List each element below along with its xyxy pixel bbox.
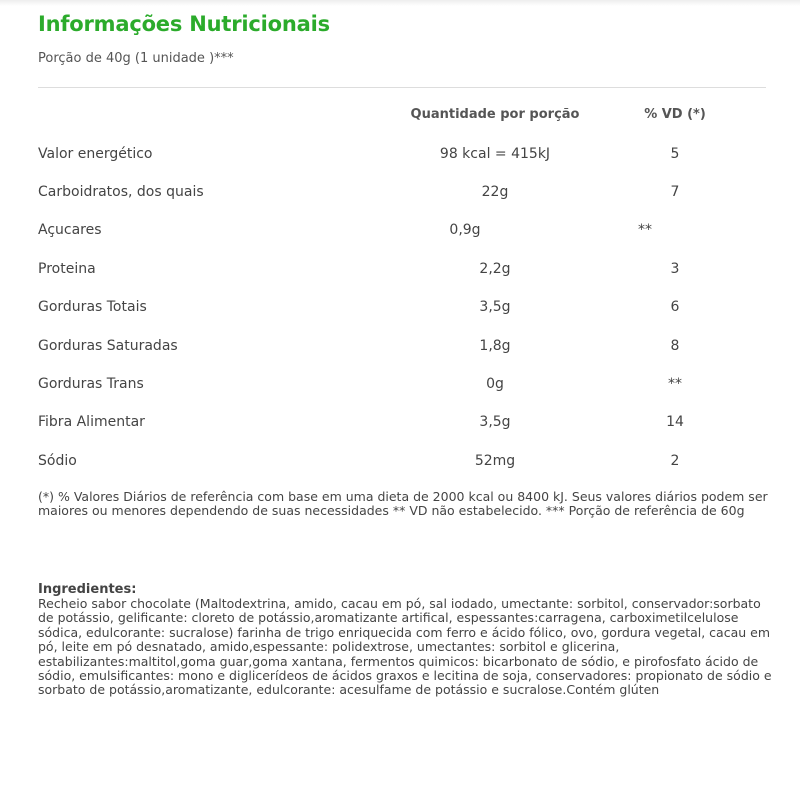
table-row: [0, 414, 800, 434]
table-row: [0, 222, 800, 242]
footnote: (*) % Valores Diários de referência com base em uma dieta de 2000 kcal ou 8400 kJ. Seus valores diários podem ser maiores ou menores dependendo de suas necessidades ** VD não estabelecido. *** Porção de referência de 60g: [38, 489, 768, 518]
nutrient-name: Gorduras Saturadas: [38, 338, 178, 354]
nutrient-name: Sódio: [38, 453, 77, 469]
nutrient-vd: **: [668, 376, 682, 392]
header-quantity: Quantidade por porção: [410, 107, 580, 122]
nutrient-name: Fibra Alimentar: [38, 414, 145, 430]
nutrient-quantity: 22g: [481, 184, 509, 200]
page-title: Informações Nutricionais: [38, 12, 330, 36]
table-row: [0, 146, 800, 166]
ingredients-title: Ingredientes:: [38, 582, 137, 597]
nutrient-name: Açucares: [38, 222, 102, 238]
divider: [38, 87, 766, 88]
table-row: [0, 453, 800, 473]
nutrient-name: Carboidratos, dos quais: [38, 184, 204, 200]
table-row: [0, 299, 800, 319]
top-shadow: [0, 0, 800, 6]
nutrient-name: Gorduras Trans: [38, 376, 144, 392]
nutrient-quantity: 2,2g: [479, 261, 511, 277]
nutrient-quantity: 0g: [486, 376, 504, 392]
ingredients-text: Recheio sabor chocolate (Maltodextrina, amido, cacau em pó, sal iodado, umectante: sorbitol, conservador:sorbato de potássio, gelificante: cloreto de potássio,aromatizante artifical, espessantes:carragena, carboximetilcelulose sódica, edulcorante: sucralose) farinha de trigo enriquecida com ferro e ácido fólico, ovo, gordura vegetal, cacau em pó, leite em pó desnatado, amido,espessante: polidextrose, umectantes: sorbitol e glicerina, estabilizantes:maltitol,goma guar,goma xantana, fermentos quimicos: bicarbonato de sódio, e pirofosfato ácido de sódio, emulsificantes: mono e diglicerídeos de ácidos graxos e lecitina de soja, conservadores: propionato de sódio e sorbato de potássio,aromatizante, edulcorante: acesulfame de potássio e sucralose.Contém glúten: [38, 596, 772, 698]
nutrient-quantity: 98 kcal = 415kJ: [439, 146, 551, 162]
nutrient-name: Gorduras Totais: [38, 299, 147, 315]
nutrient-vd: 14: [666, 414, 684, 430]
nutrient-vd: 7: [670, 184, 680, 200]
nutrient-vd: 2: [670, 453, 680, 469]
portion-info: Porção de 40g (1 unidade )***: [38, 51, 234, 66]
nutrient-quantity: 0,9g: [449, 222, 481, 238]
nutrient-vd: **: [638, 222, 652, 238]
nutrient-vd: 6: [670, 299, 680, 315]
nutrient-quantity: 3,5g: [479, 414, 511, 430]
nutrient-name: Valor energético: [38, 146, 153, 162]
nutrient-vd: 8: [670, 338, 680, 354]
nutrient-vd: 5: [670, 146, 680, 162]
nutrient-quantity: 1,8g: [479, 338, 511, 354]
nutrient-quantity: 52mg: [474, 453, 516, 469]
table-row: [0, 184, 800, 204]
table-row: [0, 261, 800, 281]
nutrient-quantity: 3,5g: [479, 299, 511, 315]
table-row: [0, 338, 800, 358]
nutrient-vd: 3: [670, 261, 680, 277]
header-vd: % VD (*): [644, 107, 706, 122]
table-row: [0, 376, 800, 396]
nutrient-name: Proteina: [38, 261, 96, 277]
